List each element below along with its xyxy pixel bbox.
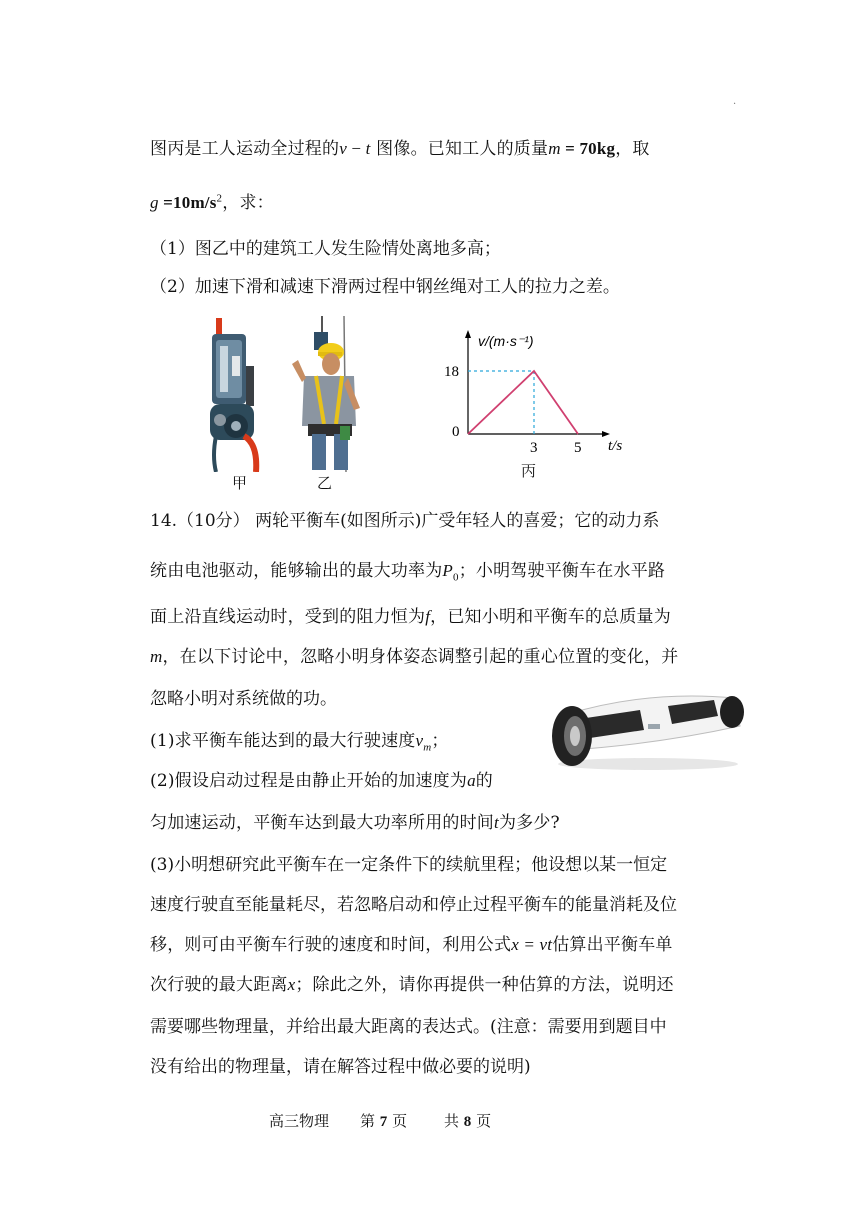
- var-x: x: [287, 975, 296, 994]
- var-g: g: [150, 193, 159, 212]
- subscript-0: 0: [453, 571, 459, 584]
- q14-text: (2)假设启动过程是由静止开始的加速度为: [150, 771, 468, 791]
- g-value: =10m/s: [158, 193, 217, 212]
- vt-chart: [418, 322, 634, 482]
- q14-sub-3-line-2: 速度行驶直至能量耗尽，若忽略启动和停止过程平衡车的能量消耗及位: [150, 895, 677, 915]
- figure-label-bing: 丙: [521, 462, 537, 480]
- q14-text: 的: [475, 771, 493, 791]
- footer-page-prefix: 第: [360, 1112, 376, 1130]
- q14-sub-2: [150, 766, 493, 791]
- exponent: 2: [216, 192, 223, 205]
- var-t: t: [494, 813, 499, 832]
- q14-sub-2-line-2: [150, 808, 560, 833]
- q14-line-1: 14.（10分） 两轮平衡车(如图所示)广受年轻人的喜爱；它的动力系: [150, 511, 660, 531]
- q14-text: ；除此之外，请你再提供一种估算的方法，说明还: [295, 975, 674, 995]
- q14-sub-3-line-4: [150, 970, 674, 995]
- mass-value: = 70kg: [560, 139, 616, 158]
- footer-subject: 高三物理: [269, 1112, 330, 1130]
- q14-text: 统由电池驱动，能够输出的最大功率为: [150, 561, 443, 581]
- q14-line-3: [150, 602, 671, 627]
- q13-sub-2: （2）加速下滑和减速下滑两过程中钢丝绳对工人的拉力之差。: [150, 277, 620, 297]
- footer-total: [444, 1110, 491, 1131]
- q13-line-2: [150, 188, 274, 213]
- q14-sub-1: [150, 726, 449, 753]
- page-corner-mark: .: [733, 96, 737, 107]
- var-v: v: [415, 731, 424, 750]
- y-tick-label: 18: [444, 364, 459, 380]
- footer-page-number: 7: [379, 1114, 388, 1130]
- var-m: m: [150, 647, 163, 666]
- q14-text: 匀加速运动，平衡车达到最大功率所用的时间: [150, 813, 494, 833]
- q14-text: 为多少?: [498, 813, 560, 833]
- q14-text: 次行驶的最大距离: [150, 975, 288, 995]
- var-m: m: [548, 139, 561, 158]
- q13-text: ，取: [615, 139, 650, 159]
- q14-sub-3-line-6: 没有给出的物理量，请在解答过程中做必要的说明): [150, 1057, 531, 1077]
- y-axis-label: v/(m·s⁻¹): [478, 333, 534, 349]
- q14-sub-3-line-1: (3)小明想研究此平衡车在一定条件下的续航里程；他设想以某一恒定: [150, 855, 668, 875]
- velocity-series-line: [468, 371, 578, 434]
- footer-total-number: 8: [463, 1114, 472, 1130]
- q13-text: 图像。已知工人的质量: [370, 139, 549, 159]
- rescue-device-image: [206, 316, 268, 472]
- q14-text: 估算出平衡车单: [552, 935, 673, 955]
- q14-text: ，在以下讨论中，忽略小明身体姿态调整引起的重心位置的变化，并: [162, 647, 679, 667]
- var-v: v: [339, 139, 347, 158]
- q14-line-5: 忽略小明对系统做的功。: [150, 689, 337, 709]
- x-tick-label: 3: [530, 440, 538, 456]
- var-f: f: [425, 607, 431, 626]
- q14-text: 面上沿直线运动时，受到的阻力恒为: [150, 607, 426, 627]
- y-axis-arrow: [465, 330, 471, 338]
- var-P: P: [442, 561, 453, 580]
- q14-text: ；: [431, 731, 449, 751]
- q13-line-1: [150, 134, 650, 159]
- q13-text: 图丙是工人运动全过程的: [150, 139, 340, 159]
- footer-total-suffix: 页: [476, 1112, 492, 1130]
- balance-scooter-image: [548, 684, 748, 774]
- x-tick-label: 5: [574, 440, 582, 456]
- q14-sub-3-line-5: 需要哪些物理量，并给出最大距离的表达式。(注意：需要用到题目中: [150, 1017, 667, 1037]
- q14-text: 移，则可由平衡车行驶的速度和时间，利用公式: [150, 935, 512, 955]
- origin-label: 0: [452, 424, 460, 440]
- q14-line-2: [150, 556, 665, 583]
- figure-label-jia: 甲: [232, 474, 248, 492]
- minus-sign: −: [346, 139, 366, 158]
- q14-sub-3-line-3: [150, 930, 673, 955]
- q14-text: ；小明驾驶平衡车在水平路: [458, 561, 666, 581]
- x-axis-label: t/s: [608, 438, 623, 454]
- var-a: a: [467, 771, 476, 790]
- footer-page-suffix: 页: [392, 1112, 408, 1130]
- footer-page: [360, 1110, 407, 1131]
- q13-text: ，求：: [222, 193, 274, 213]
- q14-text: ，已知小明和平衡车的总质量为: [430, 607, 671, 627]
- x-axis-arrow: [602, 431, 610, 437]
- footer-total-prefix: 共: [444, 1112, 460, 1130]
- subscript-m: m: [423, 741, 432, 754]
- formula-x-vt: x = vt: [511, 935, 553, 954]
- q13-sub-1: （1）图乙中的建筑工人发生险情处离地多高；: [150, 239, 501, 259]
- q14-line-4: [150, 642, 678, 667]
- var-t: t: [365, 139, 371, 158]
- figure-label-yi: 乙: [317, 474, 333, 492]
- q14-text: (1)求平衡车能达到的最大行驶速度: [150, 731, 416, 751]
- worker-image: [284, 316, 362, 472]
